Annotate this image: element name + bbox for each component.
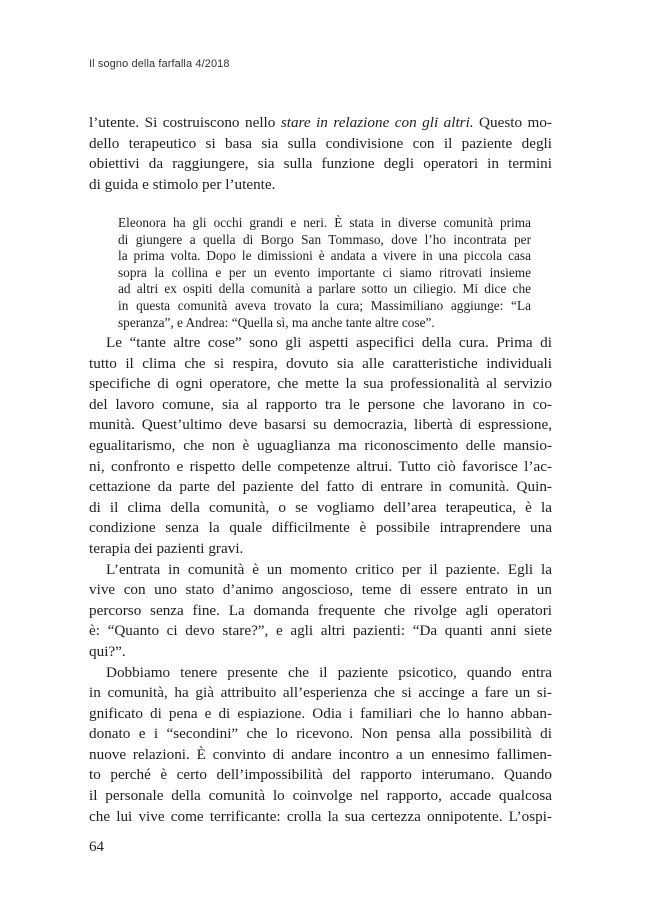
text-line: che lui vive come terrificante: crolla la sua certezza onnipotente. L’ospi- bbox=[89, 807, 552, 825]
paragraph-group bbox=[89, 333, 552, 827]
text-line: donato e i “secondini” che lo ricevono. Non pensa alla possibilità di bbox=[89, 725, 552, 743]
quote-line: di giungere a quella di Borgo San Tommaso, dove l’ho incontrata per bbox=[118, 231, 531, 247]
text-line: cettazione da parte del paziente del fatto di entrare in comunità. Quin- bbox=[89, 478, 552, 496]
text-line: il personale della comunità lo coinvolge nel rapporto, accade qualcosa bbox=[89, 787, 552, 805]
text-line: in comunità, ha già attribuito all’esperienza che si accinge a fare un si- bbox=[89, 684, 552, 702]
text-line: munità. Quest’ultimo deve basarsi su democrazia, libertà di espressione, bbox=[89, 416, 552, 434]
quote-line: la prima volta. Dopo le dimissioni è andata a vivere in una piccola casa bbox=[118, 248, 531, 264]
text-line: qui?”. bbox=[89, 642, 126, 660]
text-line: L’entrata in comunità è un momento critico per il paziente. Egli la bbox=[106, 560, 552, 578]
running-head: Il sogno della farfalla 4/2018 bbox=[89, 58, 230, 70]
quote-line: speranza”, e Andrea: “Quella sì, ma anche tante altre cose”. bbox=[118, 314, 435, 330]
text-line: percorso senza fine. La domanda frequente che rivolge agli operatori bbox=[89, 601, 552, 619]
italic-phrase: stare in relazione con gli altri. bbox=[280, 114, 474, 131]
text-line: Le “tante altre cose” sono gli aspetti aspecifici della cura. Prima di bbox=[106, 334, 552, 351]
page-number: 64 bbox=[89, 839, 104, 855]
text-line: vive con uno stato d’animo angoscioso, teme di essere entrato in un bbox=[89, 581, 552, 599]
text-line: di guida e stimolo per l’utente. bbox=[89, 175, 276, 193]
text-line: condizione senza la quale difficilmente è possibile intraprendere una bbox=[89, 519, 552, 537]
text-line: nuove relazioni. È convinto di andare incontro a un ennesimo fallimen- bbox=[89, 745, 552, 763]
text-line: del lavoro comune, sia al rapporto tra le persone che lavorano in co- bbox=[89, 395, 552, 413]
text-line: dello terapeutico si basa sia sulla condivisione con il paziente degli bbox=[89, 134, 552, 152]
quote-line: ad altri ex ospiti della comunità a parlare sotto un ciliegio. Mi dice che bbox=[118, 281, 531, 297]
text-line: ni, confronto e rispetto delle competenze altrui. Tutto ciò favorisce l’ac- bbox=[89, 457, 552, 475]
quote-line: sopra la collina e per un evento importante ci siamo ritrovati insieme bbox=[118, 264, 531, 280]
text-line: egualitarismo, che non è uguaglianza ma riconoscimento delle mansio- bbox=[89, 436, 552, 454]
text-line: terapia dei pazienti gravi. bbox=[89, 539, 244, 557]
quote-line: Eleonora ha gli occhi grandi e neri. È stata in diverse comunità prima bbox=[118, 215, 531, 230]
paragraph-1 bbox=[89, 113, 552, 195]
text-line: to perché è certo dell’impossibilità del rapporto interumano. Quando bbox=[89, 766, 552, 784]
text-line: Dobbiamo tenere presente che il paziente psicotico, quando entra bbox=[106, 663, 552, 681]
text-line: l’utente. Si costruiscono nello stare in relazione con gli altri. Questo mo- bbox=[89, 114, 552, 131]
text-line: di il clima della comunità, o se vogliamo dell’area terapeutica, è la bbox=[89, 498, 552, 516]
text-line: gnificato di pena e di espiazione. Odia i familiari che lo hanno abban- bbox=[89, 704, 552, 722]
text-line: è: “Quanto ci devo stare?”, e agli altri pazienti: “Da quanti anni siete bbox=[89, 622, 552, 640]
quote-line: in questa comunità aveva trovato la cura; Massimiliano aggiunge: “La bbox=[118, 297, 531, 313]
text-line: obiettivi da raggiungere, sia sulla funzione degli operatori in termini bbox=[89, 155, 552, 173]
block-quote bbox=[118, 215, 531, 331]
text-line: tutto il clima che si respira, dovuto sia alle caratteristiche individuali bbox=[89, 354, 552, 372]
text-line: specifiche di ogni operatore, che mette la sua professionalità al servizio bbox=[89, 375, 552, 393]
